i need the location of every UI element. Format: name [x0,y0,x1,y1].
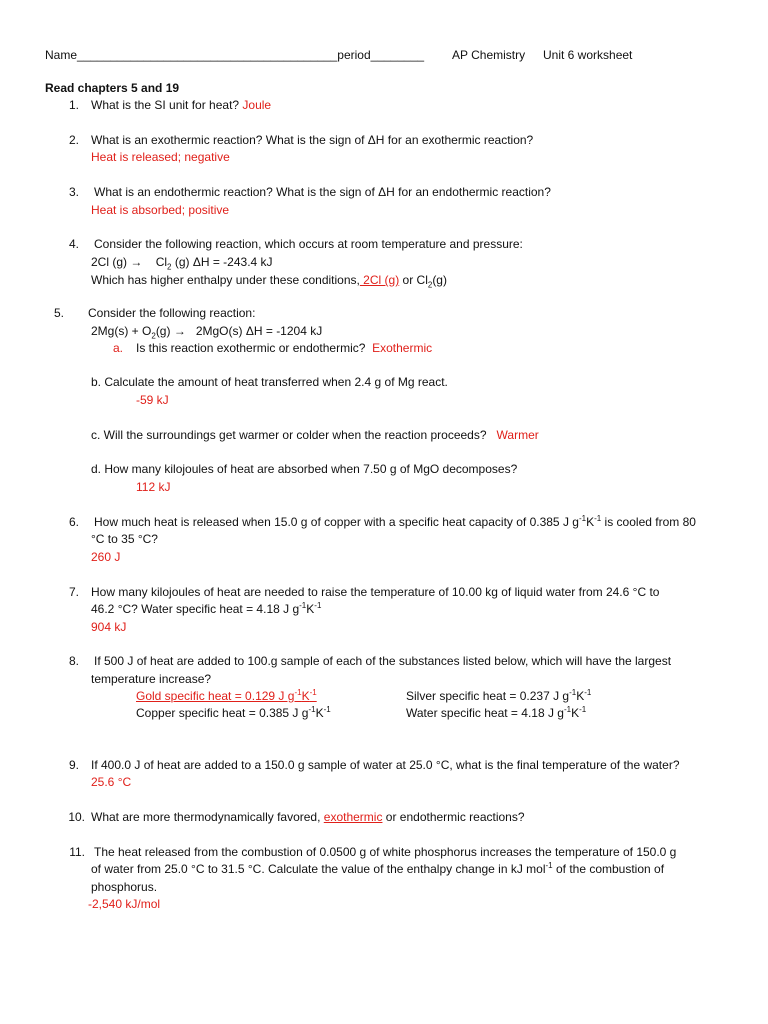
q2-number: 2. [68,133,79,147]
q8-question: If 500 J of heat are added to 100.g sample of each of the substances listed below, which will have the largest [94,654,672,668]
q5d-answer: 112 kJ [136,480,171,494]
q9-answer: 25.6 °C [91,775,132,789]
q5a-label: a. [113,341,124,355]
q11-question-2: of water from 25.0 °C to 31.5 °C. Calculate the value of the enthalpy change in kJ mol$^{-1}$ of the combustion of [91,861,665,876]
q7-number: 7. [68,585,79,599]
q5-equation: $2Mg(s) + O_2(g)$ → 2MgO(s) ΔH = -1204 kJ [91,324,323,341]
q11-question-3: phosphorus. [91,880,158,894]
q9-question: If 400.0 J of heat are added to a 150.0 g sample of water at 25.0 °C, what is the final temperature of the water? [91,758,680,772]
q5b-answer: -59 kJ [136,393,169,407]
q6-answer: 260 J [91,550,121,564]
q5a-question: Is this reaction exothermic or endothermic? Exothermic [136,341,433,355]
q11-question: The heat released from the combustion of 0.0500 g of white phosphorus increases the temperature of 150.0 g [94,845,677,859]
course-label: AP Chemistry [452,48,526,62]
q5c-question: c. Will the surroundings get warmer or colder when the reaction proceeds? Warmer [91,428,539,442]
q9-number: 9. [68,758,79,772]
q4-equation: 2Cl (g) → $Cl_2$ (g) ΔH = -243.4 kJ [91,255,273,272]
q11-answer: -2,540 kJ/mol [88,897,161,911]
q2-answer: Heat is released; negative [91,150,230,164]
q5-number: 5. [53,306,64,320]
period-label: period [337,48,371,62]
q6-question: How much heat is released when 15.0 g of copper with a specific heat capacity of 0.385 J $g^{-1}K^{-1}$ is cooled from 80 [94,514,696,529]
q4-number: 4. [68,237,79,251]
q10-answer: exothermic [323,810,383,824]
q5b-question: b. Calculate the amount of heat transferred when 2.4 g of Mg react. [91,375,448,389]
q1-answer: Joule [242,98,272,112]
intro-text: Read chapters 5 and 19 [45,81,180,95]
q8-question-2: temperature increase? [91,672,212,686]
q7-question: How many kilojoules of heat are needed to raise the temperature of 10.00 kg of liquid water from 24.6 °C to [91,585,660,599]
q8-copper: Copper specific heat = 0.385 J $g^{-1}K^{-1}$ [136,705,331,720]
q5a-answer: Exothermic [372,341,433,355]
q7-question-2: 46.2 °C? Water specific heat = 4.18 J $g^{-1}K^{-1}$ [91,601,322,616]
q4-answer: 2Cl (g) [359,273,400,287]
q8-number: 8. [68,654,79,668]
unit-label: Unit 6 worksheet [543,48,633,62]
q5c-answer: Warmer [496,428,539,442]
q6-question-2: °C to 35 °C? [91,532,158,546]
q10-number: 10. [68,810,85,824]
q7-answer: 904 kJ [91,620,127,634]
name-blank: _______________________________________ [77,48,338,62]
q10-question: What are more thermodynamically favored, exothermic or endothermic reactions? [91,810,525,824]
q8-gold-answer: Gold specific heat = 0.129 J $g^{-1}K^{-1}$ [136,688,317,703]
period-blank: ________ [370,48,425,62]
header-line [45,48,424,63]
q1-number: 1. [68,98,79,112]
q6-number: 6. [68,515,79,529]
q8-water: Water specific heat = 4.18 J $g^{-1}K^{-1}$ [406,705,587,720]
q11-number: 11. [69,845,85,859]
q4-question: Consider the following reaction, which occurs at room temperature and pressure: [94,237,523,251]
q3-number: 3. [68,185,79,199]
q3-answer: Heat is absorbed; positive [91,203,230,217]
q5d-question: d. How many kilojoules of heat are absorbed when 7.50 g of MgO decomposes? [91,462,518,476]
q8-silver: Silver specific heat = 0.237 J $g^{-1}K^{-1}$ [406,688,592,703]
q3-question: What is an endothermic reaction? What is the sign of ΔH for an endothermic reaction? [94,185,551,199]
q2-question: What is an exothermic reaction? What is the sign of ΔH for an exothermic reaction? [91,133,534,147]
q1-question: What is the SI unit for heat? Joule [91,98,272,112]
q4-question-2: Which has higher enthalpy under these conditions, 2Cl (g) or $Cl_2(g)$ [91,273,447,290]
q5-question: Consider the following reaction: [88,306,256,320]
name-label: Name [45,48,78,62]
